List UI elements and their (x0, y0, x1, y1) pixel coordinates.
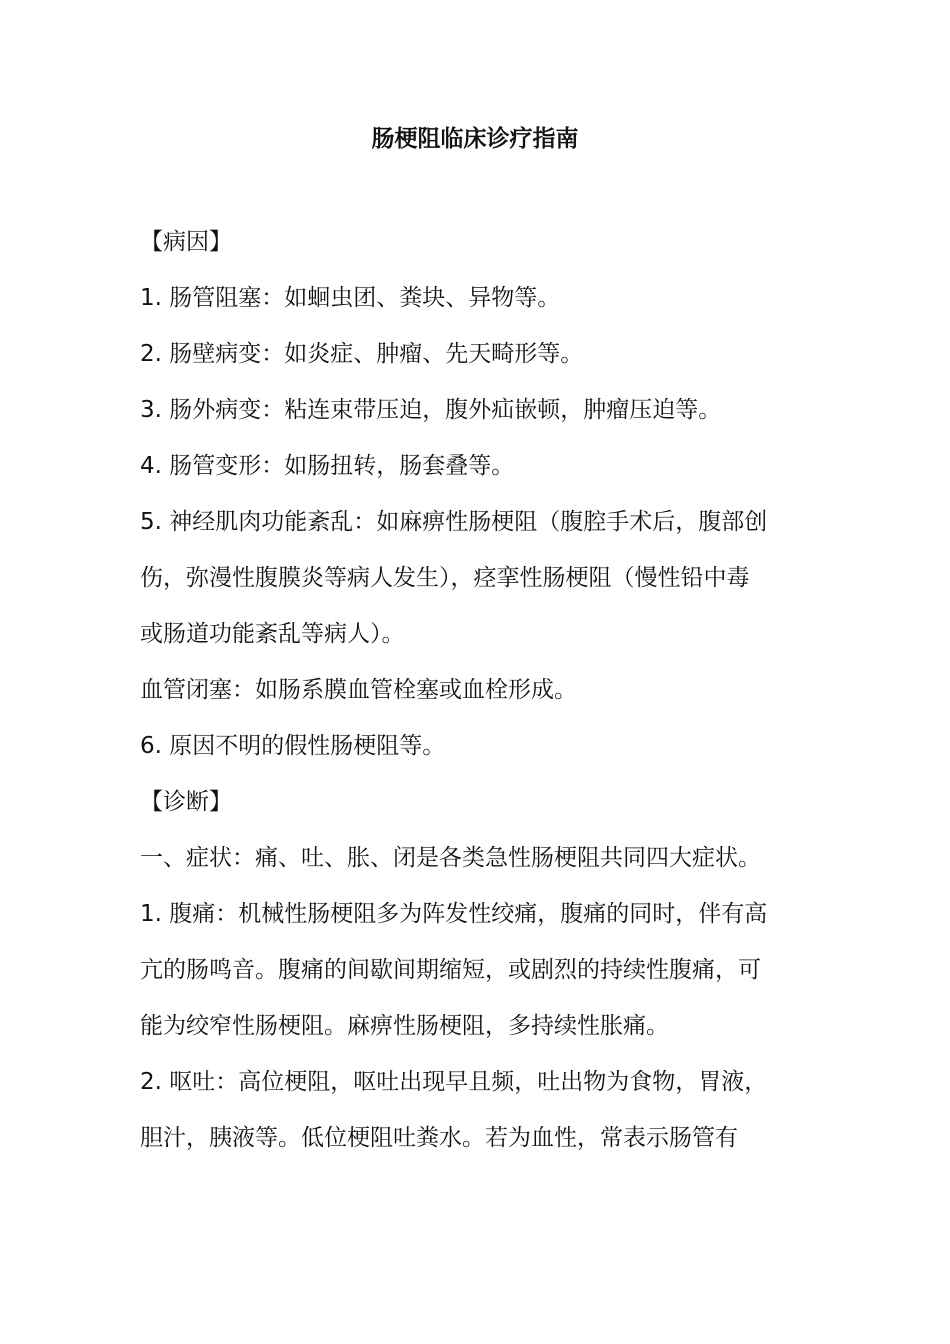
text-line: 4. 肠管变形：如肠扭转，肠套叠等。 (140, 453, 515, 479)
text-line: 1. 肠管阻塞：如蛔虫团、粪块、异物等。 (140, 285, 561, 311)
text-line: 或肠道功能紊乱等病人）。 (140, 621, 405, 647)
text-line: 能为绞窄性肠梗阻。麻痹性肠梗阻，多持续性胀痛。 (140, 1013, 669, 1039)
text-line: 血管闭塞：如肠系膜血管栓塞或血栓形成。 (140, 677, 577, 703)
text-line: 2. 肠壁病变：如炎症、肿瘤、先天畸形等。 (140, 341, 584, 367)
text-line: 3. 肠外病变：粘连束带压迫，腹外疝嵌顿，肿瘤压迫等。 (140, 397, 722, 423)
text-line: 亢的肠鸣音。腹痛的间歇间期缩短，或剧烈的持续性腹痛，可 (140, 957, 761, 983)
text-line: 6. 原因不明的假性肠梗阻等。 (140, 733, 446, 759)
text-line: 一、症状：痛、吐、胀、闭是各类急性肠梗阻共同四大症状。 (140, 845, 761, 871)
document-body (140, 226, 820, 1178)
text-line: 胆汁，胰液等。低位梗阻吐粪水。若为血性，常表示肠管有 (140, 1125, 738, 1151)
section-heading-causes: 【病因】 (140, 229, 232, 255)
text-line: 2. 呕吐：高位梗阻，呕吐出现早且频，吐出物为食物，胃液， (140, 1069, 768, 1095)
section-heading-diagnosis: 【诊断】 (140, 789, 232, 815)
text-line: 伤，弥漫性腹膜炎等病人发生），痉挛性肠梗阻（慢性铅中毒 (140, 565, 750, 591)
text-line: 1. 腹痛：机械性肠梗阻多为阵发性绞痛，腹痛的同时，伴有高 (140, 901, 768, 927)
page-title: 肠梗阻临床诊疗指南 (371, 126, 579, 152)
text-line: 5. 神经肌肉功能紊乱：如麻痹性肠梗阻（腹腔手术后，腹部创 (140, 509, 768, 535)
